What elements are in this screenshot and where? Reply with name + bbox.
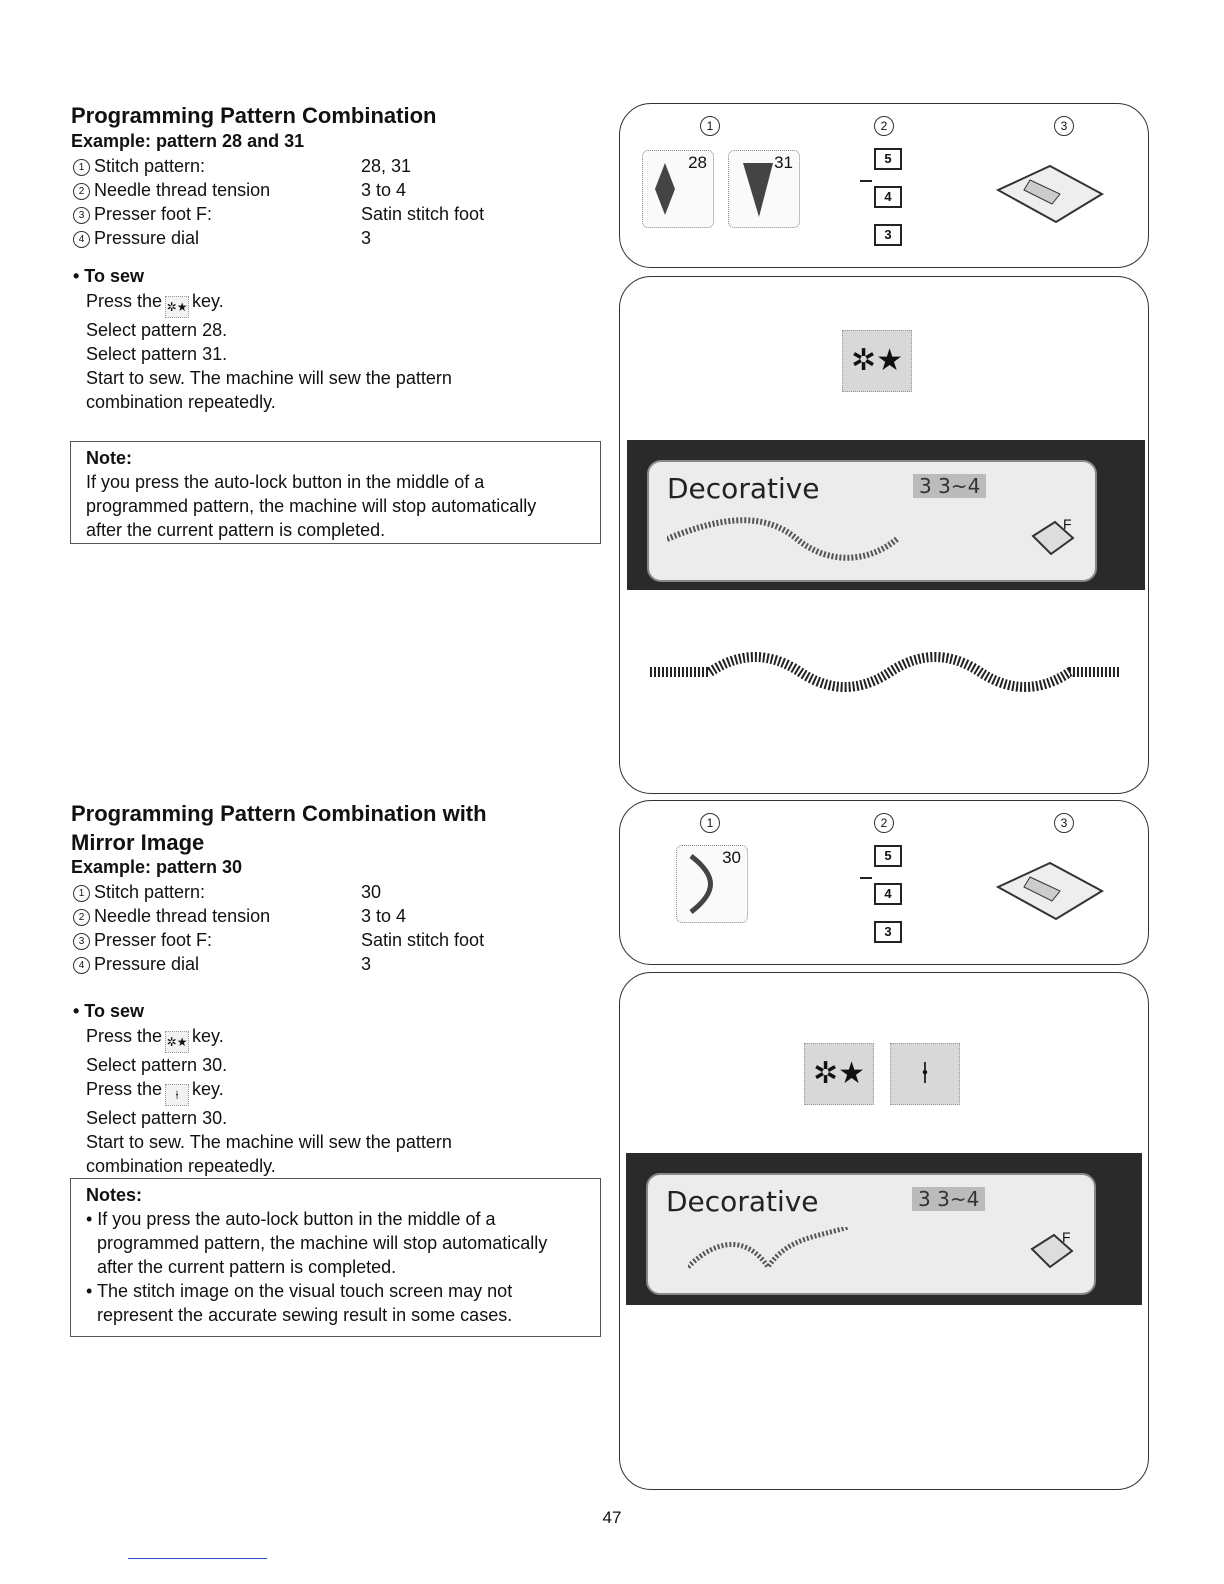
setting-row [73, 928, 573, 952]
lcd-foot-letter: F [1062, 1229, 1071, 1245]
setting-value: 30 [361, 882, 382, 902]
setting-row [73, 952, 573, 976]
setting-label: Presser foot F: [94, 930, 213, 950]
step-text: combination repeatedly. [86, 1156, 276, 1176]
callout-number: 4 [73, 231, 90, 248]
callout-number: 3 [73, 933, 90, 950]
pattern-28-tile [642, 150, 714, 228]
note-line: represent the accurate sewing result in some cases. [97, 1305, 513, 1325]
step-text: Select pattern 30. [86, 1108, 228, 1128]
sewn-stitch-sample [650, 652, 1120, 692]
section2-example: Example: pattern 30 [71, 857, 243, 877]
footer-rule [128, 1558, 267, 1559]
step-text: Start to sew. The machine will sew the pattern [86, 368, 452, 388]
tension-dial-icon [874, 148, 902, 262]
memory-star-icon: ✲★ [842, 330, 912, 392]
callout-number: 4 [73, 957, 90, 974]
lcd-mode-label: Decorative [666, 1185, 819, 1218]
tension-dial-icon [874, 845, 902, 959]
setting-row [73, 904, 573, 928]
dial-value: 3 [874, 224, 902, 246]
step-text: key. [192, 1079, 224, 1099]
to-sew-heading: • To sew [73, 266, 144, 286]
setting-row [73, 154, 573, 178]
dial-value: 3 [874, 921, 902, 943]
setting-value: 3 to 4 [361, 180, 407, 200]
note-title: Note: [86, 448, 132, 468]
setting-label: Pressure dial [94, 228, 200, 248]
step-text: Select pattern 28. [86, 320, 228, 340]
step-text: Press the [86, 1079, 163, 1099]
memory-star-icon: ✲★ [165, 296, 189, 318]
presser-foot-icon [1029, 518, 1077, 558]
dial-value: 4 [874, 883, 902, 905]
setting-value: 3 [361, 954, 372, 974]
step-text: combination repeatedly. [86, 392, 276, 412]
setting-value: Satin stitch foot [361, 930, 485, 950]
lcd-status: 3 3~4 [913, 474, 986, 498]
mirror-image-icon: ⍿ [165, 1084, 189, 1106]
note-box [70, 441, 601, 544]
note-line: after the current pattern is completed. [86, 520, 386, 540]
setting-label: Presser foot F: [94, 204, 213, 224]
to-sew-steps [86, 289, 452, 414]
setting-label: Stitch pattern: [94, 156, 206, 176]
pattern-number: 28 [688, 153, 707, 172]
callout-number: 3 [1054, 813, 1074, 833]
step-text: Press the [86, 1026, 163, 1046]
setting-label: Needle thread tension [94, 906, 271, 926]
callout-number: 2 [874, 116, 894, 136]
presser-foot-icon [990, 857, 1110, 927]
callout-number: 1 [73, 159, 90, 176]
setting-row [73, 178, 573, 202]
callout-number: 2 [73, 909, 90, 926]
section2-title-line2: Mirror Image [71, 830, 205, 855]
setting-row [73, 226, 573, 250]
note-line: If you press the auto-lock button in the middle of a [86, 472, 485, 492]
stitch-preview [667, 514, 907, 564]
memory-star-icon: ✲★ [804, 1043, 874, 1105]
notes-box [70, 1178, 601, 1337]
lcd-foot-letter: F [1063, 516, 1072, 532]
dial-pointer [860, 877, 872, 879]
pattern-30-tile [676, 845, 748, 923]
note-line: after the current pattern is completed. [97, 1257, 397, 1277]
lcd-display [647, 460, 1097, 582]
section2-title-line1: Programming Pattern Combination with [71, 801, 487, 826]
setting-label: Pressure dial [94, 954, 200, 974]
lcd-status: 3 3~4 [912, 1187, 985, 1211]
step-text: key. [192, 1026, 224, 1046]
setting-value: Satin stitch foot [361, 204, 485, 224]
pattern-31-tile [728, 150, 800, 228]
settings-figure-panel [619, 103, 1149, 268]
note-line: • If you press the auto-lock button in the middle of a [86, 1209, 496, 1229]
setting-value: 28, 31 [361, 156, 412, 176]
section1-title: Programming Pattern Combination [71, 103, 437, 128]
callout-number: 3 [73, 207, 90, 224]
page-number: 47 [602, 1508, 622, 1527]
lcd-screen [626, 1153, 1142, 1305]
setting-row [73, 202, 573, 226]
setting-value: 3 to 4 [361, 906, 407, 926]
step-text: Select pattern 30. [86, 1055, 228, 1075]
step-text: Start to sew. The machine will sew the pattern [86, 1132, 452, 1152]
setting-label: Stitch pattern: [94, 882, 206, 902]
step-text: Press the [86, 291, 163, 311]
section1-example: Example: pattern 28 and 31 [71, 131, 305, 151]
setting-row [73, 880, 573, 904]
dial-value: 5 [874, 148, 902, 170]
step-text: key. [192, 291, 224, 311]
callout-number: 1 [700, 813, 720, 833]
callout-number: 1 [73, 885, 90, 902]
pattern-number: 31 [774, 153, 793, 172]
notes-title: Notes: [86, 1185, 143, 1205]
to-sew-heading: • To sew [73, 1001, 144, 1021]
step-text: Select pattern 31. [86, 344, 228, 364]
presser-foot-icon [1028, 1231, 1076, 1271]
memory-star-icon: ✲★ [165, 1031, 189, 1053]
lcd-mode-label: Decorative [667, 472, 820, 505]
pattern-number: 30 [722, 848, 741, 867]
operation-figure-panel [619, 276, 1149, 794]
lcd-display [646, 1173, 1096, 1295]
note-line: • The stitch image on the visual touch screen may not [86, 1281, 513, 1301]
setting-value: 3 [361, 228, 372, 248]
note-line: programmed pattern, the machine will stop automatically [97, 1233, 548, 1253]
settings-figure-panel [619, 800, 1149, 965]
presser-foot-icon [990, 160, 1110, 230]
callout-number: 2 [874, 813, 894, 833]
setting-label: Needle thread tension [94, 180, 271, 200]
lcd-screen [627, 440, 1145, 590]
callout-number: 3 [1054, 116, 1074, 136]
callout-number: 2 [73, 183, 90, 200]
stitch-preview [688, 1227, 858, 1277]
dial-value: 4 [874, 186, 902, 208]
dial-value: 5 [874, 845, 902, 867]
to-sew-steps [86, 1024, 452, 1178]
note-line: programmed pattern, the machine will stop automatically [86, 496, 537, 516]
dial-pointer [860, 180, 872, 182]
mirror-image-icon: ⍿ [890, 1043, 960, 1105]
operation-figure-panel [619, 972, 1149, 1490]
callout-number: 1 [700, 116, 720, 136]
